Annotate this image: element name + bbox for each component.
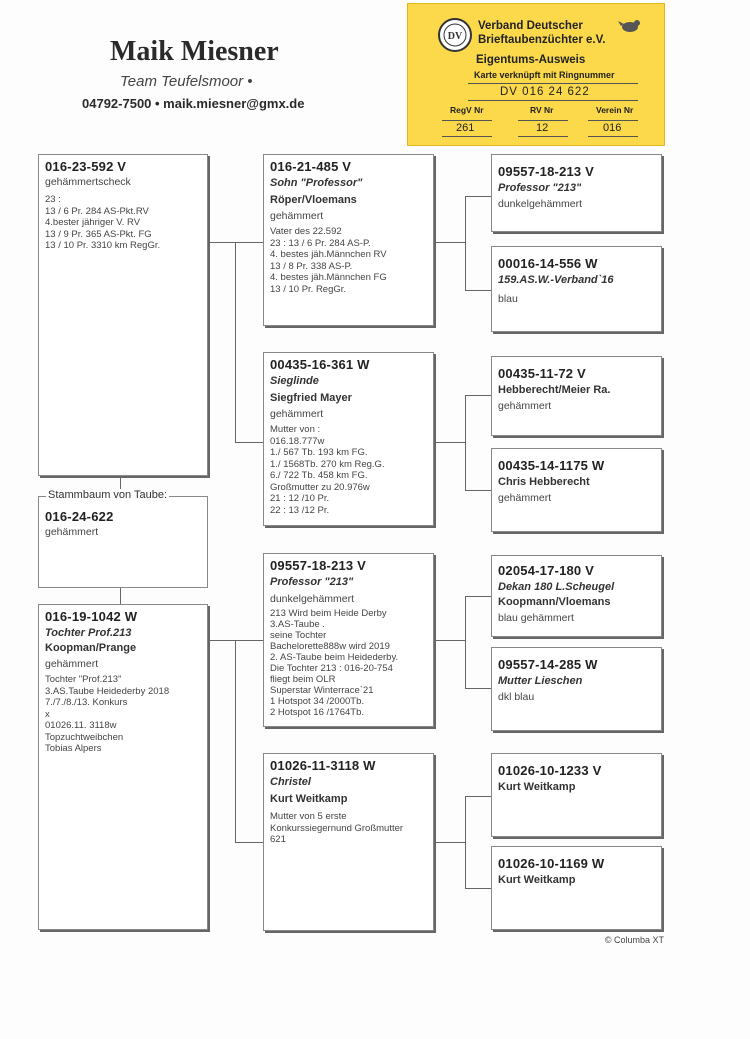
mf-ring: 09557-18-213 V [270,558,367,573]
svg-text:DV: DV [447,31,463,42]
fm-color: gehämmert [270,408,324,420]
ff-name: Sohn "Professor" [270,177,363,189]
mother-card [38,604,208,930]
father-color: gehämmertscheck [45,176,131,188]
ggp-ffm-card [491,246,662,332]
mfm-ring: 09557-14-285 W [498,657,598,672]
ffm-ring: 00016-14-556 W [498,256,598,271]
fm-name: Sieglinde [270,375,319,387]
mother-color: gehämmert [45,658,99,670]
father-card [38,154,208,476]
rv-label: RV Nr [530,105,554,115]
team-name: Team Teufelsmoor • [120,73,253,90]
verein-value: 016 [603,122,622,134]
mf-color: dunkelgehämmert [270,593,355,605]
mm-owner: Kurt Weitkamp [270,793,348,805]
father-notes: 23 : 13 / 6 Pr. 284 AS-Pkt.RV 4.bester jähriger V. RV 13 / 9 Pr. 365 AS-Pkt. FG 13 / 10 Pr. 3310 km RegGr. [45,194,161,251]
ggp-mmm-card [491,846,662,930]
fm-notes: Mutter von : 016.18.777w 1./ 567 Tb. 193 km FG. 1./ 1568Tb. 270 km Reg.G. 6./ 722 Tb. 458 km FG. Großmutter zu 20.976w 21 : 12 /10 Pr. 22 : 13 /12 Pr. [270,424,385,516]
card-ring-number: DV 016 24 622 [500,86,590,98]
mff-owner: Koopmann/Vloemans [498,596,611,608]
subject-ring: 016-24-622 [45,509,114,524]
mother-name: Tochter Prof.213 [45,627,132,639]
pigeon-icon [618,17,642,35]
grandmother-maternal-card [263,753,434,931]
vdb-logo-icon [438,18,472,52]
subject-card [38,496,208,588]
fmm-ring: 00435-14-1175 W [498,458,605,473]
fff-ring: 09557-18-213 V [498,164,595,179]
fm-ring: 00435-16-361 W [270,357,370,372]
mfm-color: dkl blau [498,691,535,703]
mff-color: blau gehämmert [498,612,574,624]
mff-ring: 02054-17-180 V [498,563,595,578]
ff-owner: Röper/Vloemans [270,194,357,206]
mother-notes: Tochter "Prof.213" 3.AS.Taube Heidederby 2018 7./7./8./13. Konkurs x 01026.11. 3118w Topzuchtweibchen Tobias Alpers [45,674,170,754]
fmf-owner: Hebberecht/Meier Ra. [498,384,611,396]
ffm-name: 159.AS.W.-Verband`16 [498,274,614,286]
fmf-color: gehämmert [498,400,552,412]
mmm-ring: 01026-10-1169 W [498,856,605,871]
grandfather-paternal-card [263,154,434,326]
ggp-mff-card [491,555,662,637]
mm-ring: 01026-11-3118 W [270,758,376,773]
pedigree-subject-label: Stammbaum von Taube: [48,489,168,501]
mf-notes: 213 Wird beim Heide Derby 3.AS-Taube . seine Tochter Bachelorette888w wird 2019 2. AS-Taube beim Heidederby. Die Tochter 213 : 016-20-754 fliegt beim OLR Superstar Winterrace`21 1 Hotspot 34 /2000Tb. 2 Hotspot 16 /1764Tb. [270,608,399,718]
ggp-fmm-card [491,448,662,532]
org-name-line1: Verband Deutscher [478,20,583,32]
ffm-color: blau [498,293,518,305]
mmf-ring: 01026-10-1233 V [498,763,602,778]
mm-notes: Mutter von 5 erste Konkurssiegernund Großmutter 621 [270,811,404,845]
ggp-mfm-card [491,647,662,731]
rv-value: 12 [536,122,549,134]
copyright-text: © Columba XT [604,935,664,945]
regv-value: 261 [456,122,475,134]
regv-label: RegV Nr [450,105,484,115]
mm-name: Christel [270,776,311,788]
fm-owner: Siegfried Mayer [270,392,352,404]
mmf-owner: Kurt Weitkamp [498,781,576,793]
org-name-line2: Brieftaubenzüchter e.V. [478,34,606,46]
ownership-card [407,3,665,146]
fmm-color: gehämmert [498,492,552,504]
fff-name: Professor "213" [498,182,582,194]
grandmother-paternal-card [263,352,434,526]
verein-label: Verein Nr [596,105,634,115]
mf-name: Professor "213" [270,576,354,588]
breeder-name: Maik Miesner [110,36,279,67]
ff-color: gehämmert [270,210,324,222]
grandfather-maternal-card [263,553,434,727]
ggp-mmf-card [491,753,662,837]
ff-notes: Vater des 22.592 23 : 13 / 6 Pr. 284 AS-P. 4. bestes jäh.Männchen RV 13 / 8 Pr. 338 AS-P. 4. bestes jäh.Männchen FG 13 / 10 Pr. RegGr. [270,226,387,295]
subject-color: gehämmert [45,526,99,538]
card-subtitle: Karte verknüpft mit Ringnummer [474,70,615,80]
father-ring: 016-23-592 V [45,159,127,174]
fff-color: dunkelgehämmert [498,198,583,210]
fmm-owner: Chris Hebberecht [498,476,590,488]
fmf-ring: 00435-11-72 V [498,366,586,381]
mff-name: Dekan 180 L.Scheugel [498,581,615,593]
ff-ring: 016-21-485 V [270,159,352,174]
ggp-fff-card [491,154,662,232]
contact-line: 04792-7500 • maik.miesner@gmx.de [82,96,305,111]
card-title: Eigentums-Ausweis [476,54,586,66]
mother-ring: 016-19-1042 W [45,609,138,624]
ggp-fmf-card [491,356,662,436]
mother-owner: Koopman/Prange [45,642,137,654]
mfm-name: Mutter Lieschen [498,675,583,687]
mmm-owner: Kurt Weitkamp [498,874,576,886]
